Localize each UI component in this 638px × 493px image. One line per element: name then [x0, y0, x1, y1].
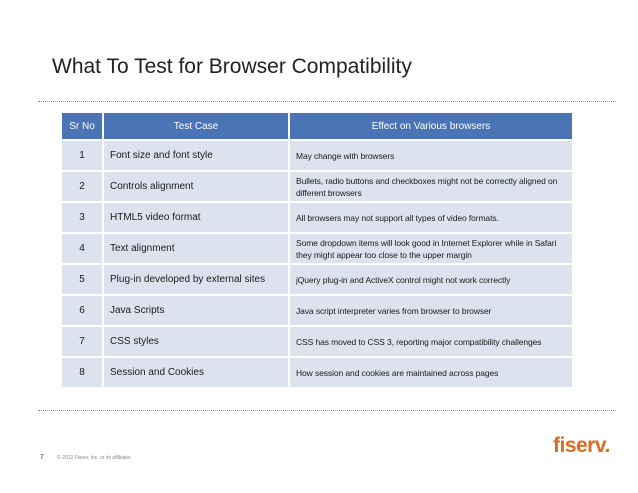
effect-text: CSS has moved to CSS 3, reporting major compatibility challenges: [290, 325, 572, 356]
table-row: [62, 356, 572, 387]
table-row: [62, 325, 572, 356]
table-header-row: [62, 113, 572, 139]
row-number: 3: [62, 201, 104, 232]
test-case: Font size and font style: [104, 139, 290, 170]
bottom-divider: [38, 410, 616, 411]
row-number: 6: [62, 294, 104, 325]
effect-text: May change with browsers: [290, 139, 572, 170]
table-row: [62, 139, 572, 170]
table-row: [62, 232, 572, 263]
effect-text: Java script interpreter varies from browser to browser: [290, 294, 572, 325]
table-row: [62, 263, 572, 294]
page-number: 7: [40, 454, 44, 461]
row-number: 8: [62, 356, 104, 387]
effect-text: jQuery plug-in and ActiveX control might not work correctly: [290, 263, 572, 294]
row-number: 7: [62, 325, 104, 356]
row-number: 4: [62, 232, 104, 263]
fiserv-logo: fiserv.: [553, 434, 610, 457]
table-row: [62, 170, 572, 201]
test-case: Session and Cookies: [104, 356, 290, 387]
header-test-case: Test Case: [104, 113, 290, 139]
effect-text: All browsers may not support all types of video formats.: [290, 201, 572, 232]
test-case: Controls alignment: [104, 170, 290, 201]
test-case: Java Scripts: [104, 294, 290, 325]
top-divider: [38, 101, 616, 102]
effect-text: How session and cookies are maintained across pages: [290, 356, 572, 387]
header-sr-no: Sr No: [62, 113, 104, 139]
compatibility-table: [62, 113, 572, 387]
row-number: 2: [62, 170, 104, 201]
test-case: HTML5 video format: [104, 201, 290, 232]
copyright-text: © 2012 Fiserv, Inc. or its affiliates: [57, 455, 131, 461]
row-number: 1: [62, 139, 104, 170]
table-row: [62, 201, 572, 232]
header-effect: Effect on Various browsers: [290, 113, 572, 139]
test-case: Plug-in developed by external sites: [104, 263, 290, 294]
effect-text: Bullets, radio buttons and checkboxes might not be correctly aligned on different browsers: [290, 170, 572, 201]
table-row: [62, 294, 572, 325]
row-number: 5: [62, 263, 104, 294]
slide-title: What To Test for Browser Compatibility: [52, 55, 412, 78]
effect-text: Some dropdown items will look good in Internet Explorer while in Safari they might appear too close to the upper margin: [290, 232, 572, 263]
test-case: Text alignment: [104, 232, 290, 263]
test-case: CSS styles: [104, 325, 290, 356]
